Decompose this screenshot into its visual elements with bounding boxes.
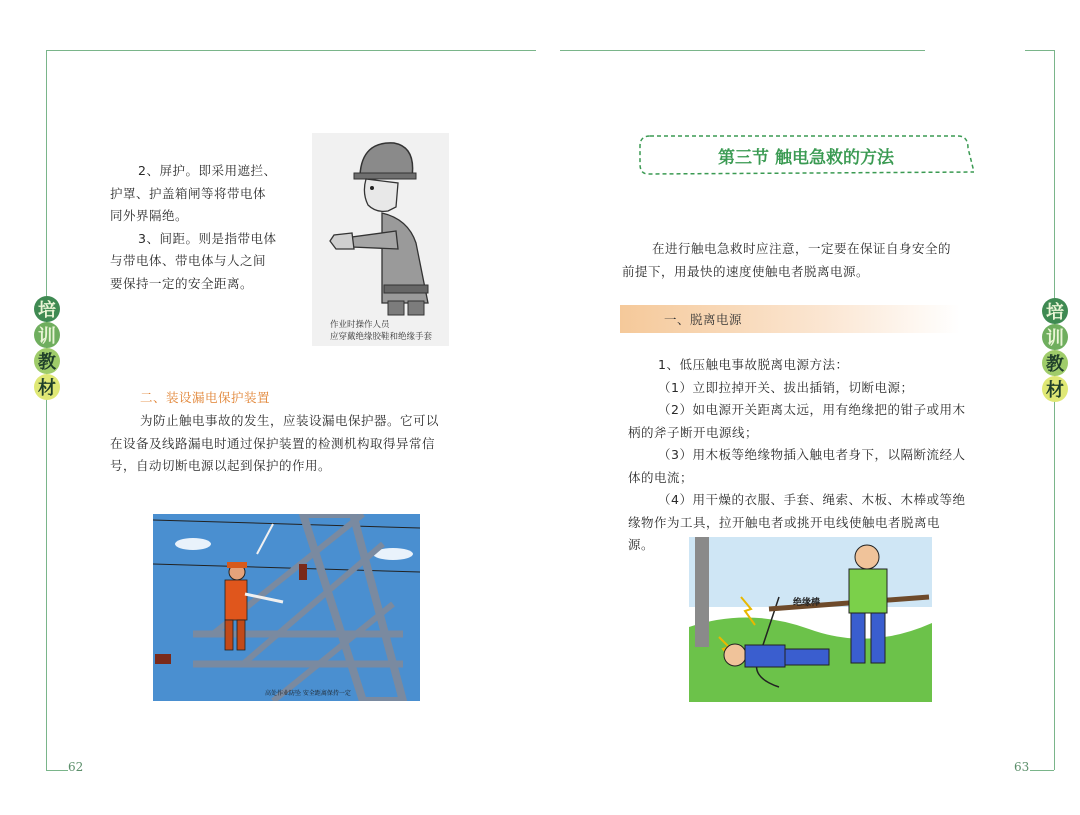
right-frame-right: [1054, 50, 1055, 770]
tower-caption: 高处作业防坠 安全距离保持一定: [265, 690, 351, 697]
right-frame-top: [560, 50, 925, 51]
subsection-bar: [620, 305, 960, 333]
side-tab-char: 材: [34, 374, 60, 400]
text-line: 与带电体、带电体与人之间: [110, 253, 267, 268]
right-frame-top-end: [1025, 50, 1054, 51]
text-line: 在进行触电急救时应注意，一定要在保证自身安全的: [652, 241, 952, 256]
methods-title: 1、低压触电事故脱离电源方法：: [658, 357, 849, 372]
method-line: （1）立即拉掉开关、拔出插销，切断电源；: [658, 379, 914, 395]
method-line: （2）如电源开关距离太远，用有绝缘把的钳子或用木: [658, 402, 966, 417]
side-tab-char: 教: [34, 348, 60, 374]
side-tab-char: 培: [34, 296, 60, 322]
text-line: 为防止触电事故的发生，应装设漏电保护器。它可以: [140, 413, 440, 428]
caption-line: 作业时操作人员: [330, 320, 390, 330]
left-frame-top: [46, 50, 536, 51]
left-frame-bottom: [46, 770, 68, 771]
left-page-number: 62: [68, 760, 84, 774]
rescue-illustration: [689, 537, 932, 702]
left-side-tab: [32, 296, 62, 400]
text-line: 号，自动切断电源以起到保护的作用。: [110, 458, 332, 473]
method-line: 柄的斧子断开电源线；: [628, 424, 759, 440]
text-line: 护罩、护盖箱闸等将带电体: [110, 185, 267, 201]
right-frame-bottom: [1030, 770, 1054, 771]
section-title: 第三节 触电急救的方法: [718, 147, 894, 168]
side-tab-char: 训: [34, 322, 60, 348]
right-page-number: 63: [1014, 760, 1030, 774]
worker-caption: [330, 319, 432, 343]
method-line: （3）用木板等绝缘物插入触电者身下，以隔断流经人: [658, 447, 966, 462]
subsection-title: 一、脱离电源: [664, 312, 743, 327]
tower-illustration: [153, 514, 420, 701]
text-line: 在设备及线路漏电时通过保护装置的检测机构取得异常信: [110, 435, 436, 451]
side-tab-char: 材: [1042, 376, 1068, 402]
side-tab-char: 教: [1042, 350, 1068, 376]
methods-list: [628, 354, 988, 557]
method-line: （4）用干燥的衣服、手套、绳索、木板、木棒或等绝: [658, 492, 966, 507]
right-side-tab: [1040, 298, 1070, 402]
worker-illustration: [312, 133, 449, 346]
side-tab-char: 培: [1042, 298, 1068, 324]
shield-paragraph: [110, 160, 300, 295]
text-line: 3、间距。则是指带电体: [138, 230, 277, 246]
method-line: 体的电流；: [628, 469, 694, 485]
leakage-section-heading: 二、装设漏电保护装置: [140, 390, 271, 405]
first-aid-intro: [622, 238, 982, 283]
text-line: 同外界隔绝。: [110, 208, 189, 223]
leakage-section-body: [110, 410, 460, 478]
left-frame-left: [46, 50, 47, 770]
method-line: 缘物作为工具，拉开触电者或挑开电线使触电者脱离电: [628, 514, 941, 530]
text-line: 2、屏护。即采用遮拦、: [138, 163, 277, 178]
method-line: 源。: [628, 537, 655, 552]
text-line: 前提下，用最快的速度使触电者脱离电源。: [622, 263, 870, 279]
section-title-banner: [638, 134, 974, 176]
text-line: 要保持一定的安全距离。: [110, 275, 254, 291]
caption-line: 应穿戴绝缘胶鞋和绝缘手套: [330, 332, 433, 342]
insulating-rod-label: 绝缘棒: [793, 598, 821, 608]
side-tab-char: 训: [1042, 324, 1068, 350]
